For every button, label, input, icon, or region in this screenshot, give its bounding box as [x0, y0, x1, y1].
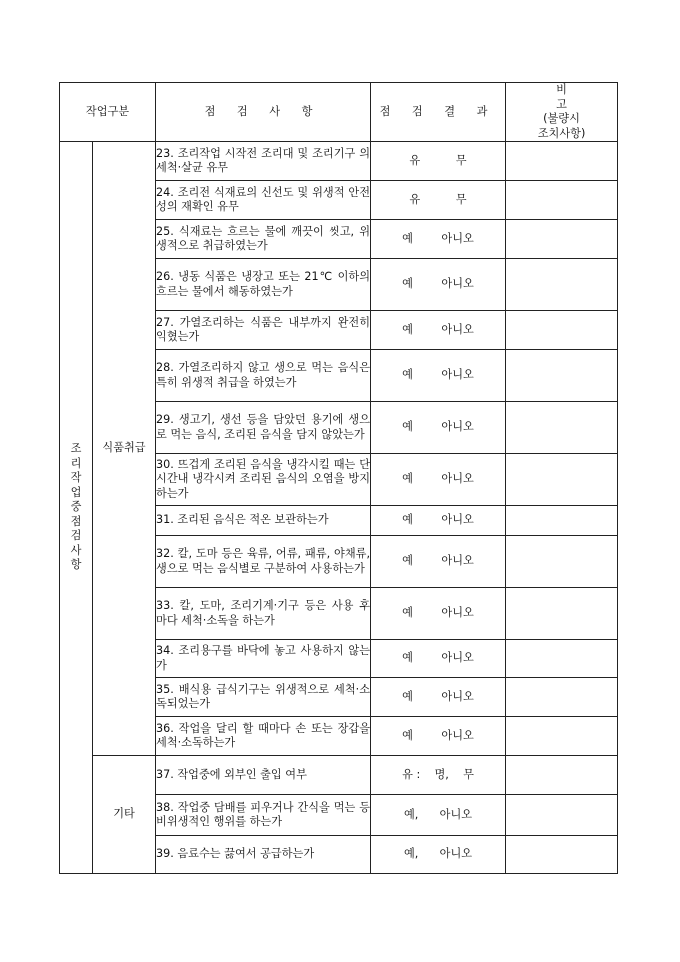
item-text: 32. 칼, 도마 등은 육류, 어류, 패류, 야채류, 생으로 먹는 음식별로 구분하여 사용하는가: [156, 536, 371, 588]
header-remarks: [506, 83, 618, 142]
remarks-cell[interactable]: [506, 756, 618, 795]
result-choice[interactable]: 예 아니오: [371, 402, 506, 454]
result-choice[interactable]: 예 아니오: [371, 220, 506, 259]
item-text: 36. 작업을 달리 할 때마다 손 또는 장갑을 세척·소독하는가: [156, 717, 371, 756]
remarks-cell[interactable]: [506, 259, 618, 311]
remarks-cell[interactable]: [506, 402, 618, 454]
item-text: 29. 생고기, 생선 등을 담았던 용기에 생으로 먹는 음식, 조리된 음식을 담지 않았는가: [156, 402, 371, 454]
remarks-cell[interactable]: [506, 836, 618, 874]
table-row: [60, 756, 618, 795]
header-remarks-sub1: (불량시: [543, 112, 580, 125]
header-remarks-sub2: 조치사항): [537, 126, 586, 140]
result-choice[interactable]: 예 아니오: [371, 350, 506, 402]
header-remarks-title: 비 고: [556, 83, 595, 111]
item-text: 38. 작업중 담배를 피우거나 간식을 먹는 등 비위생적인 행위를 하는가: [156, 795, 371, 836]
result-choice[interactable]: 예 아니오: [371, 640, 506, 678]
result-choice[interactable]: 예, 아니오: [371, 795, 506, 836]
item-text: 34. 조리용구를 바닥에 놓고 사용하지 않는가: [156, 640, 371, 678]
result-choice[interactable]: 예 아니오: [371, 311, 506, 350]
remarks-cell[interactable]: [506, 350, 618, 402]
header-inspection-result: 점 검 결 과: [371, 83, 506, 142]
remarks-cell[interactable]: [506, 142, 618, 181]
item-text: 24. 조리전 식재료의 신선도 및 위생적 안전성의 재확인 유무: [156, 181, 371, 220]
item-text: 37. 작업중에 외부인 출입 여부: [156, 756, 371, 795]
item-text: 25. 식재료는 흐르는 물에 깨끗이 씻고, 위생적으로 취급하였는가: [156, 220, 371, 259]
remarks-cell[interactable]: [506, 795, 618, 836]
result-choice[interactable]: 예 아니오: [371, 536, 506, 588]
header-row: [60, 83, 618, 142]
remarks-cell[interactable]: [506, 678, 618, 717]
remarks-cell[interactable]: [506, 717, 618, 756]
result-choice[interactable]: 예, 아니오: [371, 836, 506, 874]
table-row: [60, 142, 618, 181]
inspection-checklist-table: [59, 82, 618, 874]
remarks-cell[interactable]: [506, 588, 618, 640]
result-choice[interactable]: 예 아니오: [371, 454, 506, 506]
remarks-cell[interactable]: [506, 536, 618, 588]
group-food-handling: 식품취급: [93, 142, 156, 756]
item-text: 39. 음료수는 끓여서 공급하는가: [156, 836, 371, 874]
result-choice[interactable]: 예 아니오: [371, 259, 506, 311]
remarks-cell[interactable]: [506, 640, 618, 678]
section-label-during-cooking: 조 리 작 업 중 점 검 사 항: [60, 142, 93, 874]
result-choice[interactable]: 유 : 명, 무: [371, 756, 506, 795]
item-text: 33. 칼, 도마, 조리기계·기구 등은 사용 후 마다 세척·소독을 하는가: [156, 588, 371, 640]
item-text: 35. 배식용 급식기구는 위생적으로 세척·소독되었는가: [156, 678, 371, 717]
result-choice[interactable]: 예 아니오: [371, 717, 506, 756]
item-text: 30. 뜨겁게 조리된 음식을 냉각시킬 때는 단시간내 냉각시켜 조리된 음식의 오염을 방지하는가: [156, 454, 371, 506]
result-choice[interactable]: 유 무: [371, 181, 506, 220]
item-text: 31. 조리된 음식은 적온 보관하는가: [156, 506, 371, 536]
group-other: 기타: [93, 756, 156, 874]
item-text: 27. 가열조리하는 식품은 내부까지 완전히 익혔는가: [156, 311, 371, 350]
remarks-cell[interactable]: [506, 506, 618, 536]
item-text: 26. 냉동 식품은 냉장고 또는 21℃ 이하의 흐르는 물에서 해동하였는가: [156, 259, 371, 311]
header-work-category: 작업구분: [60, 83, 156, 142]
header-inspection-item: 점 검 사 항: [156, 83, 371, 142]
remarks-cell[interactable]: [506, 454, 618, 506]
result-choice[interactable]: 예 아니오: [371, 506, 506, 536]
item-text: 28. 가열조리하지 않고 생으로 먹는 음식은 특히 위생적 취급을 하였는가: [156, 350, 371, 402]
remarks-cell[interactable]: [506, 181, 618, 220]
result-choice[interactable]: 유 무: [371, 142, 506, 181]
remarks-cell[interactable]: [506, 220, 618, 259]
result-choice[interactable]: 예 아니오: [371, 588, 506, 640]
item-text: 23. 조리작업 시작전 조리대 및 조리기구 의 세척·살균 유무: [156, 142, 371, 181]
remarks-cell[interactable]: [506, 311, 618, 350]
result-choice[interactable]: 예 아니오: [371, 678, 506, 717]
